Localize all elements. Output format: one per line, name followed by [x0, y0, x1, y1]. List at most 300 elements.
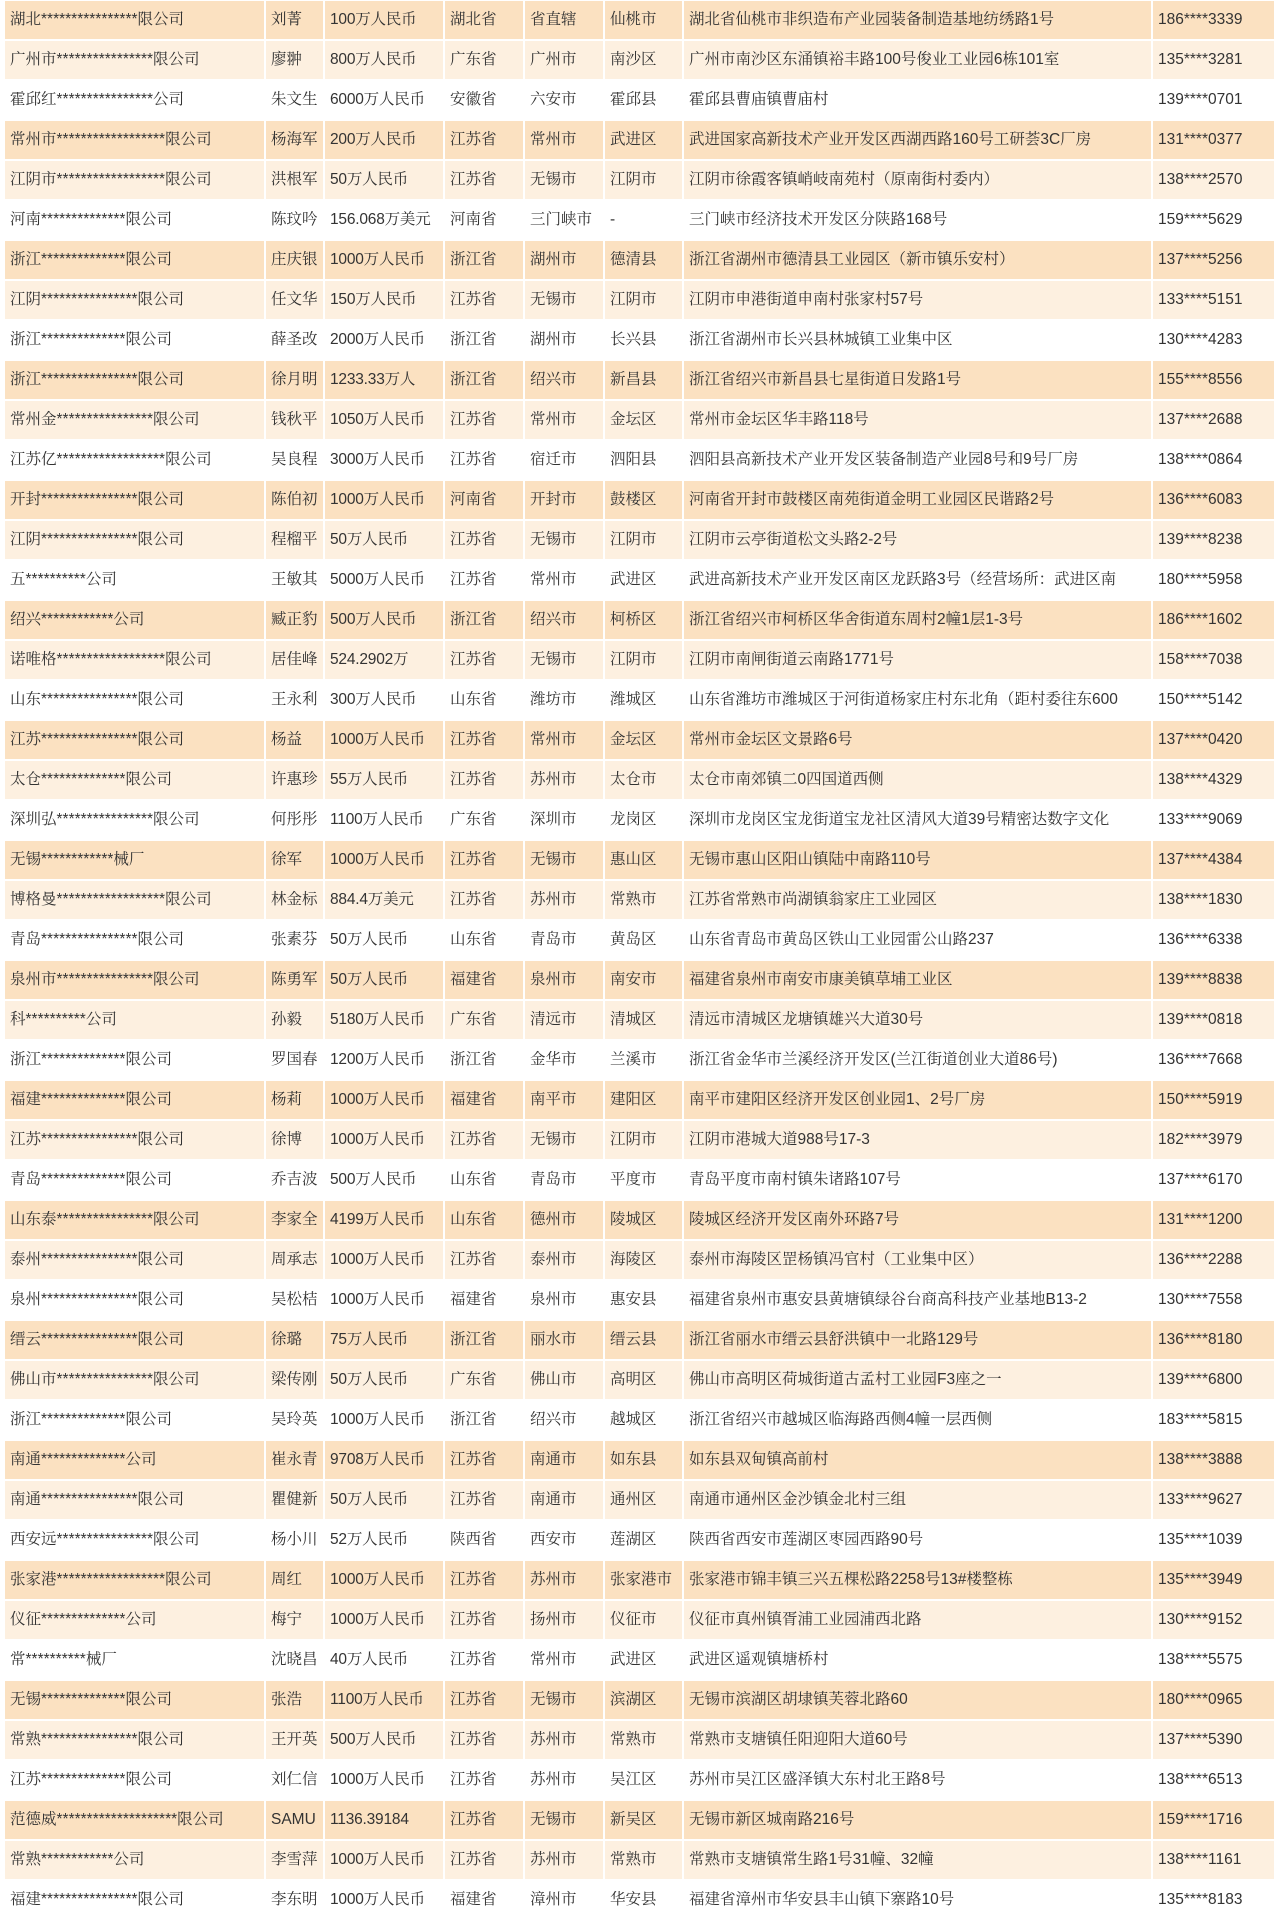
phone-cell: 155****8556: [1153, 361, 1274, 399]
legal-representative-cell: 陈勇军: [266, 961, 323, 999]
phone-cell: 186****1602: [1153, 601, 1274, 639]
table-row[interactable]: [5, 761, 1274, 799]
address-cell: 无锡市新区城南路216号: [684, 1801, 1151, 1839]
registered-capital-cell: 500万人民币: [325, 601, 443, 639]
city-cell: 宿迁市: [525, 441, 603, 479]
legal-representative-cell: 薛圣改: [266, 321, 323, 359]
province-cell: 江苏省: [445, 1721, 523, 1759]
company-name-cell: 河南**************限公司: [5, 201, 264, 239]
table-row[interactable]: [5, 1521, 1274, 1559]
registered-capital-cell: 1100万人民币: [325, 1681, 443, 1719]
legal-representative-cell: 杨莉: [266, 1081, 323, 1119]
legal-representative-cell: 廖翀: [266, 41, 323, 79]
table-row[interactable]: [5, 921, 1274, 959]
table-row[interactable]: [5, 1561, 1274, 1599]
registered-capital-cell: 1000万人民币: [325, 481, 443, 519]
legal-representative-cell: 徐月明: [266, 361, 323, 399]
city-cell: 泉州市: [525, 961, 603, 999]
city-cell: 苏州市: [525, 761, 603, 799]
address-cell: 泰州市海陵区罡杨镇冯官村（工业集中区）: [684, 1241, 1151, 1279]
city-cell: 佛山市: [525, 1361, 603, 1399]
company-name-cell: 绍兴************公司: [5, 601, 264, 639]
district-cell: 太仓市: [605, 761, 682, 799]
district-cell: 德清县: [605, 241, 682, 279]
legal-representative-cell: 张浩: [266, 1681, 323, 1719]
city-cell: 无锡市: [525, 841, 603, 879]
table-row[interactable]: [5, 961, 1274, 999]
company-name-cell: 南通**************公司: [5, 1441, 264, 1479]
registered-capital-cell: 156.068万美元: [325, 201, 443, 239]
phone-cell: 138****4329: [1153, 761, 1274, 799]
city-cell: 南通市: [525, 1481, 603, 1519]
city-cell: 南通市: [525, 1441, 603, 1479]
legal-representative-cell: 徐军: [266, 841, 323, 879]
registered-capital-cell: 884.4万美元: [325, 881, 443, 919]
company-name-cell: 范德威********************限公司: [5, 1801, 264, 1839]
phone-cell: 135****3281: [1153, 41, 1274, 79]
table-row[interactable]: [5, 1881, 1274, 1919]
address-cell: 深圳市龙岗区宝龙街道宝龙社区清风大道39号精密达数字文化: [684, 801, 1151, 839]
address-cell: 三门峡市经济技术开发区分陕路168号: [684, 201, 1151, 239]
legal-representative-cell: 许惠珍: [266, 761, 323, 799]
province-cell: 山东省: [445, 681, 523, 719]
table-row[interactable]: [5, 881, 1274, 919]
table-row[interactable]: [5, 1761, 1274, 1799]
legal-representative-cell: 徐璐: [266, 1321, 323, 1359]
company-name-cell: 深圳弘****************限公司: [5, 801, 264, 839]
legal-representative-cell: 林金标: [266, 881, 323, 919]
phone-cell: 130****4283: [1153, 321, 1274, 359]
legal-representative-cell: 罗国春: [266, 1041, 323, 1079]
table-row[interactable]: [5, 481, 1274, 519]
table-row[interactable]: [5, 561, 1274, 599]
phone-cell: 137****4384: [1153, 841, 1274, 879]
address-cell: 浙江省丽水市缙云县舒洪镇中一北路129号: [684, 1321, 1151, 1359]
table-row[interactable]: [5, 1801, 1274, 1839]
province-cell: 江苏省: [445, 1561, 523, 1599]
registered-capital-cell: 50万人民币: [325, 1481, 443, 1519]
city-cell: 泰州市: [525, 1241, 603, 1279]
company-name-cell: 青岛****************限公司: [5, 921, 264, 959]
district-cell: 仪征市: [605, 1601, 682, 1639]
district-cell: 南沙区: [605, 41, 682, 79]
legal-representative-cell: 程榴平: [266, 521, 323, 559]
registered-capital-cell: 50万人民币: [325, 1361, 443, 1399]
address-cell: 福建省泉州市南安市康美镇草埔工业区: [684, 961, 1151, 999]
company-name-cell: 无锡************械厂: [5, 841, 264, 879]
province-cell: 广东省: [445, 1361, 523, 1399]
address-cell: 陵城区经济开发区南外环路7号: [684, 1201, 1151, 1239]
city-cell: 无锡市: [525, 1681, 603, 1719]
city-cell: 常州市: [525, 721, 603, 759]
phone-cell: 136****7668: [1153, 1041, 1274, 1079]
district-cell: 南安市: [605, 961, 682, 999]
city-cell: 德州市: [525, 1201, 603, 1239]
district-cell: 常熟市: [605, 1721, 682, 1759]
province-cell: 陕西省: [445, 1521, 523, 1559]
province-cell: 河南省: [445, 201, 523, 239]
address-cell: 常熟市支塘镇任阳迎阳大道60号: [684, 1721, 1151, 1759]
table-row[interactable]: [5, 1281, 1274, 1319]
address-cell: 河南省开封市鼓楼区南苑街道金明工业园区民谐路2号: [684, 481, 1151, 519]
city-cell: 无锡市: [525, 161, 603, 199]
registered-capital-cell: 3000万人民币: [325, 441, 443, 479]
address-cell: 浙江省湖州市德清县工业园区（新市镇乐安村）: [684, 241, 1151, 279]
registered-capital-cell: 1000万人民币: [325, 721, 443, 759]
company-name-cell: 江阴市******************限公司: [5, 161, 264, 199]
phone-cell: 138****5575: [1153, 1641, 1274, 1679]
table-row[interactable]: [5, 441, 1274, 479]
district-cell: 江阴市: [605, 281, 682, 319]
registered-capital-cell: 1000万人民币: [325, 1081, 443, 1119]
table-row[interactable]: [5, 1041, 1274, 1079]
company-name-cell: 常**********械厂: [5, 1641, 264, 1679]
address-cell: 浙江省湖州市长兴县林城镇工业集中区: [684, 321, 1151, 359]
province-cell: 福建省: [445, 961, 523, 999]
city-cell: 漳州市: [525, 1881, 603, 1919]
table-row[interactable]: [5, 1241, 1274, 1279]
table-row[interactable]: [5, 281, 1274, 319]
legal-representative-cell: 张素芬: [266, 921, 323, 959]
company-name-cell: 福建**************限公司: [5, 1081, 264, 1119]
company-name-cell: 常州市******************限公司: [5, 121, 264, 159]
province-cell: 安徽省: [445, 81, 523, 119]
phone-cell: 183****5815: [1153, 1401, 1274, 1439]
company-name-cell: 泉州****************限公司: [5, 1281, 264, 1319]
legal-representative-cell: 刘菁: [266, 1, 323, 39]
address-cell: 江阴市徐霞客镇峭岐南苑村（原南街村委内）: [684, 161, 1151, 199]
phone-cell: 137****5256: [1153, 241, 1274, 279]
province-cell: 江苏省: [445, 561, 523, 599]
company-name-cell: 太仓**************限公司: [5, 761, 264, 799]
company-name-cell: 五**********公司: [5, 561, 264, 599]
table-row[interactable]: [5, 1161, 1274, 1199]
registered-capital-cell: 1000万人民币: [325, 1881, 443, 1919]
city-cell: 苏州市: [525, 1721, 603, 1759]
district-cell: 龙岗区: [605, 801, 682, 839]
province-cell: 浙江省: [445, 1041, 523, 1079]
district-cell: 江阴市: [605, 641, 682, 679]
phone-cell: 136****6083: [1153, 481, 1274, 519]
company-name-cell: 张家港******************限公司: [5, 1561, 264, 1599]
district-cell: 张家港市: [605, 1561, 682, 1599]
table-row[interactable]: [5, 721, 1274, 759]
company-name-cell: 常熟****************限公司: [5, 1721, 264, 1759]
phone-cell: 133****9627: [1153, 1481, 1274, 1519]
city-cell: 西安市: [525, 1521, 603, 1559]
company-name-cell: 江阴****************限公司: [5, 521, 264, 559]
city-cell: 常州市: [525, 401, 603, 439]
city-cell: 苏州市: [525, 1841, 603, 1879]
phone-cell: 158****7038: [1153, 641, 1274, 679]
table-row[interactable]: [5, 1361, 1274, 1399]
address-cell: 江阴市港城大道988号17-3: [684, 1121, 1151, 1159]
city-cell: 苏州市: [525, 1761, 603, 1799]
province-cell: 福建省: [445, 1881, 523, 1919]
district-cell: 常熟市: [605, 881, 682, 919]
phone-cell: 130****7558: [1153, 1281, 1274, 1319]
address-cell: 青岛平度市南村镇朱诸路107号: [684, 1161, 1151, 1199]
table-row[interactable]: [5, 1641, 1274, 1679]
phone-cell: 150****5142: [1153, 681, 1274, 719]
province-cell: 山东省: [445, 1201, 523, 1239]
table-row[interactable]: [5, 201, 1274, 239]
table-row[interactable]: [5, 121, 1274, 159]
phone-cell: 159****5629: [1153, 201, 1274, 239]
province-cell: 江苏省: [445, 641, 523, 679]
city-cell: 广州市: [525, 41, 603, 79]
province-cell: 江苏省: [445, 281, 523, 319]
address-cell: 清远市清城区龙塘镇雄兴大道30号: [684, 1001, 1151, 1039]
address-cell: 浙江省绍兴市柯桥区华舍街道东周村2幢1层1-3号: [684, 601, 1151, 639]
city-cell: 青岛市: [525, 1161, 603, 1199]
phone-cell: 136****6338: [1153, 921, 1274, 959]
phone-cell: 137****2688: [1153, 401, 1274, 439]
registered-capital-cell: 1000万人民币: [325, 1281, 443, 1319]
district-cell: 莲湖区: [605, 1521, 682, 1559]
address-cell: 南平市建阳区经济开发区创业园1、2号厂房: [684, 1081, 1151, 1119]
registered-capital-cell: 150万人民币: [325, 281, 443, 319]
district-cell: 金坛区: [605, 721, 682, 759]
district-cell: 海陵区: [605, 1241, 682, 1279]
company-name-cell: 浙江**************限公司: [5, 241, 264, 279]
table-row[interactable]: [5, 1681, 1274, 1719]
province-cell: 江苏省: [445, 841, 523, 879]
address-cell: 常熟市支塘镇常生路1号31幢、32幢: [684, 1841, 1151, 1879]
phone-cell: 131****1200: [1153, 1201, 1274, 1239]
company-name-cell: 西安远****************限公司: [5, 1521, 264, 1559]
table-row[interactable]: [5, 1481, 1274, 1519]
company-name-cell: 泉州市****************限公司: [5, 961, 264, 999]
city-cell: 苏州市: [525, 881, 603, 919]
province-cell: 江苏省: [445, 521, 523, 559]
company-name-cell: 佛山市****************限公司: [5, 1361, 264, 1399]
district-cell: 江阴市: [605, 161, 682, 199]
address-cell: 泗阳县高新技术产业开发区装备制造产业园8号和9号厂房: [684, 441, 1151, 479]
city-cell: 南平市: [525, 1081, 603, 1119]
company-name-cell: 仪征**************公司: [5, 1601, 264, 1639]
legal-representative-cell: 朱文生: [266, 81, 323, 119]
phone-cell: 131****0377: [1153, 121, 1274, 159]
address-cell: 陕西省西安市莲湖区枣园西路90号: [684, 1521, 1151, 1559]
legal-representative-cell: 梁传刚: [266, 1361, 323, 1399]
company-name-cell: 浙江**************限公司: [5, 1401, 264, 1439]
legal-representative-cell: 吴松桔: [266, 1281, 323, 1319]
registered-capital-cell: 1050万人民币: [325, 401, 443, 439]
table-row[interactable]: [5, 241, 1274, 279]
province-cell: 江苏省: [445, 121, 523, 159]
district-cell: 长兴县: [605, 321, 682, 359]
address-cell: 山东省青岛市黄岛区铁山工业园雷公山路237: [684, 921, 1151, 959]
address-cell: 武进国家高新技术产业开发区西湖西路160号工研荟3C厂房: [684, 121, 1151, 159]
table-row[interactable]: [5, 1, 1274, 39]
province-cell: 山东省: [445, 921, 523, 959]
province-cell: 福建省: [445, 1281, 523, 1319]
district-cell: 黄岛区: [605, 921, 682, 959]
address-cell: 广州市南沙区东涌镇裕丰路100号俊业工业园6栋101室: [684, 41, 1151, 79]
address-cell: 江苏省常熟市尚湖镇翁家庄工业园区: [684, 881, 1151, 919]
district-cell: 惠山区: [605, 841, 682, 879]
registered-capital-cell: 1233.33万人: [325, 361, 443, 399]
company-name-cell: 缙云****************限公司: [5, 1321, 264, 1359]
table-row[interactable]: [5, 1841, 1274, 1879]
province-cell: 广东省: [445, 801, 523, 839]
registered-capital-cell: 9708万人民币: [325, 1441, 443, 1479]
province-cell: 江苏省: [445, 1601, 523, 1639]
company-name-cell: 江苏亿******************限公司: [5, 441, 264, 479]
province-cell: 江苏省: [445, 161, 523, 199]
table-row[interactable]: [5, 161, 1274, 199]
province-cell: 广东省: [445, 41, 523, 79]
district-cell: 兰溪市: [605, 1041, 682, 1079]
registered-capital-cell: 5180万人民币: [325, 1001, 443, 1039]
phone-cell: 139****8238: [1153, 521, 1274, 559]
company-name-cell: 青岛**************限公司: [5, 1161, 264, 1199]
phone-cell: 182****3979: [1153, 1121, 1274, 1159]
city-cell: 绍兴市: [525, 601, 603, 639]
address-cell: 武进高新技术产业开发区南区龙跃路3号（经营场所：武进区南: [684, 561, 1151, 599]
table-row[interactable]: [5, 521, 1274, 559]
address-cell: 浙江省绍兴市越城区临海路西侧4幢一层西侧: [684, 1401, 1151, 1439]
legal-representative-cell: 杨海军: [266, 121, 323, 159]
legal-representative-cell: 乔吉波: [266, 1161, 323, 1199]
city-cell: 无锡市: [525, 641, 603, 679]
legal-representative-cell: 陈玟吟: [266, 201, 323, 239]
province-cell: 江苏省: [445, 1801, 523, 1839]
table-row[interactable]: [5, 1081, 1274, 1119]
province-cell: 江苏省: [445, 1241, 523, 1279]
registered-capital-cell: 4199万人民币: [325, 1201, 443, 1239]
legal-representative-cell: 王敏其: [266, 561, 323, 599]
table-row[interactable]: [5, 1001, 1274, 1039]
table-row[interactable]: [5, 641, 1274, 679]
legal-representative-cell: 任文华: [266, 281, 323, 319]
registered-capital-cell: 50万人民币: [325, 521, 443, 559]
registered-capital-cell: 1000万人民币: [325, 1241, 443, 1279]
district-cell: 清城区: [605, 1001, 682, 1039]
city-cell: 无锡市: [525, 1801, 603, 1839]
phone-cell: 137****6170: [1153, 1161, 1274, 1199]
district-cell: 陵城区: [605, 1201, 682, 1239]
table-row[interactable]: [5, 681, 1274, 719]
address-cell: 佛山市高明区荷城街道古孟村工业园F3座之一: [684, 1361, 1151, 1399]
table-row[interactable]: [5, 321, 1274, 359]
registered-capital-cell: 52万人民币: [325, 1521, 443, 1559]
company-name-cell: 浙江****************限公司: [5, 361, 264, 399]
registered-capital-cell: 200万人民币: [325, 121, 443, 159]
table-row[interactable]: [5, 1401, 1274, 1439]
company-name-cell: 山东****************限公司: [5, 681, 264, 719]
table-row[interactable]: [5, 601, 1274, 639]
phone-cell: 159****1716: [1153, 1801, 1274, 1839]
address-cell: 常州市金坛区文景路6号: [684, 721, 1151, 759]
phone-cell: 137****0420: [1153, 721, 1274, 759]
registered-capital-cell: 524.2902万: [325, 641, 443, 679]
table-row[interactable]: [5, 1321, 1274, 1359]
company-name-cell: 江苏****************限公司: [5, 1121, 264, 1159]
legal-representative-cell: 陈伯初: [266, 481, 323, 519]
address-cell: 仪征市真州镇胥浦工业园浦西北路: [684, 1601, 1151, 1639]
phone-cell: 138****2570: [1153, 161, 1274, 199]
city-cell: 清远市: [525, 1001, 603, 1039]
city-cell: 常州市: [525, 1641, 603, 1679]
company-name-cell: 科**********公司: [5, 1001, 264, 1039]
city-cell: 苏州市: [525, 1561, 603, 1599]
registered-capital-cell: 1000万人民币: [325, 841, 443, 879]
phone-cell: 139****8838: [1153, 961, 1274, 999]
registered-capital-cell: 800万人民币: [325, 41, 443, 79]
phone-cell: 138****6513: [1153, 1761, 1274, 1799]
district-cell: 柯桥区: [605, 601, 682, 639]
city-cell: 无锡市: [525, 281, 603, 319]
table-row[interactable]: [5, 361, 1274, 399]
table-row[interactable]: [5, 1601, 1274, 1639]
province-cell: 浙江省: [445, 1321, 523, 1359]
table-row[interactable]: [5, 841, 1274, 879]
city-cell: 深圳市: [525, 801, 603, 839]
address-cell: 湖北省仙桃市非织造布产业园装备制造基地纺绣路1号: [684, 1, 1151, 39]
table-row[interactable]: [5, 1721, 1274, 1759]
address-cell: 武进区遥观镇塘桥村: [684, 1641, 1151, 1679]
district-cell: 越城区: [605, 1401, 682, 1439]
phone-cell: 150****5919: [1153, 1081, 1274, 1119]
phone-cell: 133****9069: [1153, 801, 1274, 839]
table-row[interactable]: [5, 1201, 1274, 1239]
table-row[interactable]: [5, 401, 1274, 439]
legal-representative-cell: 钱秋平: [266, 401, 323, 439]
city-cell: 常州市: [525, 121, 603, 159]
company-name-cell: 霍邱红****************公司: [5, 81, 264, 119]
legal-representative-cell: 李东明: [266, 1881, 323, 1919]
phone-cell: 138****0864: [1153, 441, 1274, 479]
phone-cell: 138****3888: [1153, 1441, 1274, 1479]
registered-capital-cell: 50万人民币: [325, 961, 443, 999]
registered-capital-cell: 75万人民币: [325, 1321, 443, 1359]
legal-representative-cell: 庄庆银: [266, 241, 323, 279]
table-row[interactable]: [5, 41, 1274, 79]
city-cell: 开封市: [525, 481, 603, 519]
registered-capital-cell: 100万人民币: [325, 1, 443, 39]
city-cell: 金华市: [525, 1041, 603, 1079]
company-name-cell: 常州金****************限公司: [5, 401, 264, 439]
province-cell: 江苏省: [445, 401, 523, 439]
company-name-cell: 山东泰****************限公司: [5, 1201, 264, 1239]
address-cell: 无锡市滨湖区胡埭镇芙蓉北路60: [684, 1681, 1151, 1719]
table-row[interactable]: [5, 81, 1274, 119]
registered-capital-cell: 1000万人民币: [325, 1561, 443, 1599]
registered-capital-cell: 1136.39184: [325, 1801, 443, 1839]
table-row[interactable]: [5, 1441, 1274, 1479]
phone-cell: 180****0965: [1153, 1681, 1274, 1719]
phone-cell: 135****3949: [1153, 1561, 1274, 1599]
province-cell: 广东省: [445, 1001, 523, 1039]
legal-representative-cell: 徐博: [266, 1121, 323, 1159]
legal-representative-cell: 刘仁信: [266, 1761, 323, 1799]
legal-representative-cell: 杨小川: [266, 1521, 323, 1559]
phone-cell: 180****5958: [1153, 561, 1274, 599]
district-cell: 仙桃市: [605, 1, 682, 39]
legal-representative-cell: 孙毅: [266, 1001, 323, 1039]
city-cell: 六安市: [525, 81, 603, 119]
table-row[interactable]: [5, 801, 1274, 839]
registered-capital-cell: 1000万人民币: [325, 241, 443, 279]
province-cell: 江苏省: [445, 1441, 523, 1479]
registered-capital-cell: 1200万人民币: [325, 1041, 443, 1079]
district-cell: 如东县: [605, 1441, 682, 1479]
registered-capital-cell: 1000万人民币: [325, 1121, 443, 1159]
legal-representative-cell: 周红: [266, 1561, 323, 1599]
table-row[interactable]: [5, 1121, 1274, 1159]
